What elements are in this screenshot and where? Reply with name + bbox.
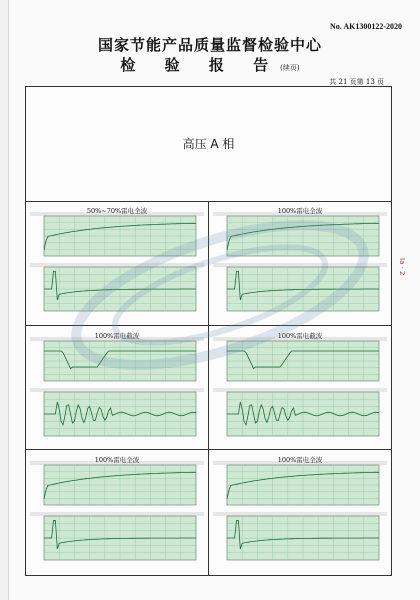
- waveform-cell-title: 100%雷电全波: [277, 207, 323, 215]
- report-title-main: 检 验 报 告: [120, 56, 281, 74]
- waveform-header-strip: [213, 512, 387, 516]
- waveform-plots: [26, 450, 208, 574]
- report-number: No. AK1300122-2020: [330, 22, 402, 31]
- waveform-cell-title: 100%雷电全波: [94, 456, 140, 464]
- binding-edge: [0, 0, 9, 600]
- waveform-cell-6: [209, 450, 391, 574]
- phase-header-box: [26, 87, 391, 202]
- page-count: 共 21 页第 13 页: [329, 78, 384, 86]
- report-title-continued: (续页): [280, 64, 300, 72]
- phase-title: 高压 A 相: [182, 137, 235, 151]
- org-title: 国家节能产品质量监督检验中心: [97, 36, 322, 54]
- waveform-header-strip: [30, 512, 204, 516]
- waveform-cell-title: 100%雷电全波: [277, 456, 323, 464]
- waveform-cell-title: 100%雷电截波: [277, 332, 323, 340]
- waveform-plots: [209, 450, 391, 574]
- waveform-cell-title: 50%~70%雷电全波: [86, 207, 148, 215]
- waveform-cell-title: 100%雷电截波: [94, 332, 140, 340]
- report-title: [0, 54, 420, 75]
- waveform-cell-5: [26, 450, 208, 574]
- watermark-logo: [60, 200, 380, 400]
- handwritten-side-mark: Ia · 2: [398, 258, 406, 276]
